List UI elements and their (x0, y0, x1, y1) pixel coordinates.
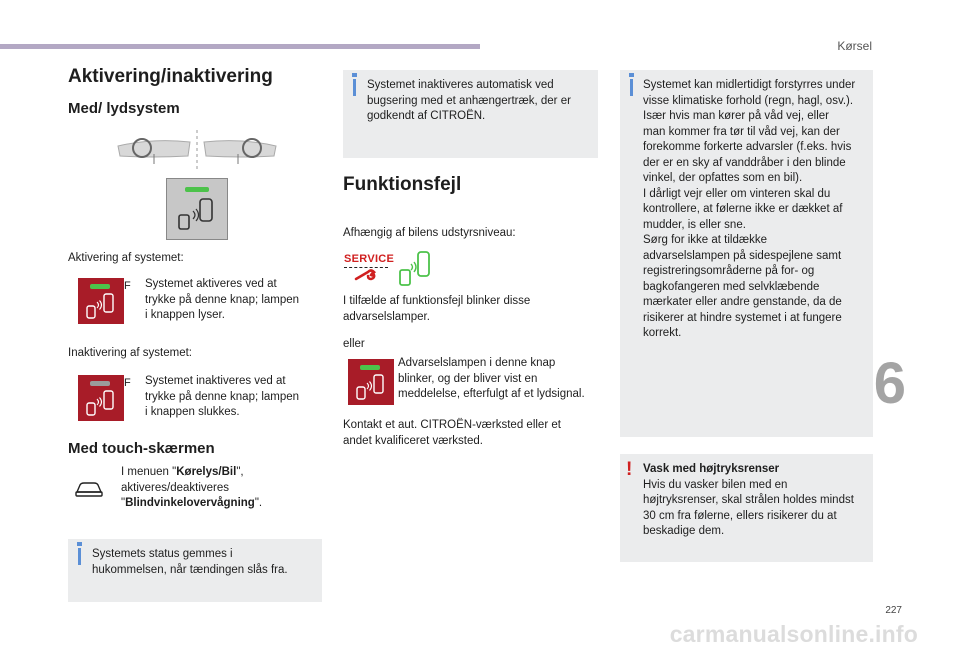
info-note-memory (68, 539, 322, 602)
note-line: Systemets status gemmes i (92, 548, 233, 560)
note-line: der er en sky af vanddråber i den blinde (643, 156, 846, 169)
lamp-line: Advarselslampen i denne knap (398, 357, 556, 369)
fault-line: I tilfælde af funktionsfejl blinker disse (343, 295, 531, 307)
watermark: carmanualsonline.info (669, 621, 918, 647)
led-off-icon (90, 381, 110, 386)
blind-spot-button-off[interactable] (78, 375, 124, 421)
led-on-icon (360, 365, 380, 370)
activation-line: Systemet aktiveres ved at (145, 278, 277, 290)
blind-spot-panel-icon (166, 178, 228, 240)
contact-text (343, 418, 561, 449)
contact-line: Kontakt et aut. CITROËN-værksted eller et (343, 419, 561, 431)
or-label: eller (343, 338, 365, 350)
contact-line: andet kvalificeret værksted. (343, 434, 483, 447)
touchscreen-line-1 (121, 465, 262, 481)
menu-item-blind-spot-monitoring: Blindvinkelovervågning (125, 497, 255, 509)
warning-line: beskadige dem. (643, 525, 725, 537)
deactivation-line: i knappen slukkes. (145, 406, 240, 418)
info-note-text (367, 78, 571, 125)
note-line: registreringsområderne på for- og (643, 265, 815, 277)
deactivation-line: Systemet inaktiveres ved at (145, 375, 286, 387)
deactivation-line: trykke på denne knap; lampen (145, 390, 300, 403)
fault-text (343, 294, 530, 325)
bullet-activate: F (124, 280, 131, 292)
lamp-line: blinker, og der bliver vist en (398, 372, 538, 385)
touch-text-part: ". (254, 497, 263, 509)
blind-spot-button-on[interactable] (78, 278, 124, 324)
section-title: Kørsel (837, 39, 872, 53)
chapter-number: 6 (873, 351, 906, 416)
note-line: mudder, is eller sne. (643, 218, 746, 231)
warning-note-text (643, 462, 854, 540)
note-line: vinkel, der opfattes som en bil). (643, 172, 803, 184)
note-line: bagkofangeren med selvklæbende (643, 280, 820, 293)
activation-label: Aktivering af systemet: (68, 252, 184, 264)
activation-line: i knappen lyser. (145, 309, 225, 321)
service-label: SERVICE (344, 253, 395, 265)
note-line: hukommelsen, når tændingen slås fra. (92, 563, 288, 576)
blind-spot-warning-icon (396, 250, 436, 288)
note-line: I dårligt vejr eller om vinteren skal du (643, 187, 831, 200)
blind-spot-button-flashing[interactable] (348, 359, 394, 405)
note-line: visse klimatiske forhold (regn, hagl, osv.). (643, 94, 854, 107)
touch-text-part: ", (236, 466, 244, 478)
note-line: Især hvis man kører på våd vej, eller (643, 110, 829, 122)
warning-line: Hvis du vasker bilen med en (643, 478, 788, 491)
note-line: godkendt af CITROËN. (367, 110, 486, 122)
blind-spot-icon (84, 389, 118, 417)
menu-name-lights-car: Kørelys/Bil (176, 466, 237, 478)
touch-text-part: " (121, 497, 126, 509)
info-icon (353, 79, 356, 96)
bullet-deactivate: F (124, 377, 131, 389)
fault-line: advarselslamper. (343, 310, 430, 323)
activation-line: trykke på denne knap; lampen (145, 293, 300, 306)
service-warning-icon (344, 253, 395, 289)
info-note-weather (620, 70, 873, 437)
note-line: mærkater eller andre genstande, da de (643, 296, 842, 308)
note-line: advarselslampen på sidespejlene samt (643, 249, 842, 262)
activation-text (145, 277, 299, 324)
info-note-text (92, 547, 288, 578)
note-line: korrekt. (643, 327, 682, 339)
sound-system-subtitle: Med/ lydsystem (68, 100, 180, 117)
touchscreen-subtitle: Med touch-skærmen (68, 440, 215, 457)
page-number: 227 (885, 605, 902, 616)
warning-line: 30 cm fra følerne, ellers risikerer du at (643, 509, 837, 522)
note-line: forekomme forkerte advarsler (f.eks. hvis (643, 141, 852, 153)
lamp-line: meddelelse, efterfulgt af et lydsignal. (398, 388, 585, 400)
warning-note-pressure-washer (620, 454, 873, 562)
warning-title: Vask med højtryksrenser (643, 463, 780, 475)
warning-icon: ! (626, 459, 633, 480)
note-line: bugsering med et anhængertræk, der er (367, 94, 571, 107)
malfunction-title: Funktionsfejl (343, 174, 462, 195)
deactivation-label: Inaktivering af systemet: (68, 347, 192, 359)
note-line: Sørg for ikke at tildække (643, 234, 767, 246)
note-line: Systemet inaktiveres automatisk ved (367, 79, 554, 91)
activation-title: Aktivering/inaktivering (68, 66, 273, 87)
touchscreen-line-3 (121, 496, 262, 512)
lamp-text (398, 356, 585, 403)
blind-spot-icon (354, 373, 388, 401)
blind-spot-icon (84, 292, 118, 320)
header-accent-bar (0, 44, 480, 49)
malfunction-intro: Afhængig af bilens udstyrsniveau: (343, 227, 516, 239)
note-line: man kommer fra tør til våd vej, kan der (643, 125, 840, 138)
info-icon (78, 548, 81, 565)
wrench-icon (354, 268, 378, 282)
led-on-icon (90, 284, 110, 289)
info-icon (630, 79, 633, 96)
warning-line: højtryksrenser, skal strålen holdes mindst (643, 494, 854, 506)
touch-text-part: I menuen " (121, 466, 177, 478)
side-mirrors-illustration (112, 126, 282, 174)
touchscreen-text (121, 465, 262, 512)
car-menu-icon (74, 478, 104, 500)
deactivation-text (145, 374, 299, 421)
touchscreen-line-2: aktiveres/deaktiveres (121, 481, 230, 494)
info-note-text (643, 78, 855, 342)
note-line: kontrollere, at følerne ikke er dækket af (643, 203, 843, 215)
info-note-towing (343, 70, 598, 158)
note-line: risikerer at hindre systemet i at fungere (643, 311, 842, 324)
note-line: Systemet kan midlertidigt forstyrres under (643, 79, 856, 91)
